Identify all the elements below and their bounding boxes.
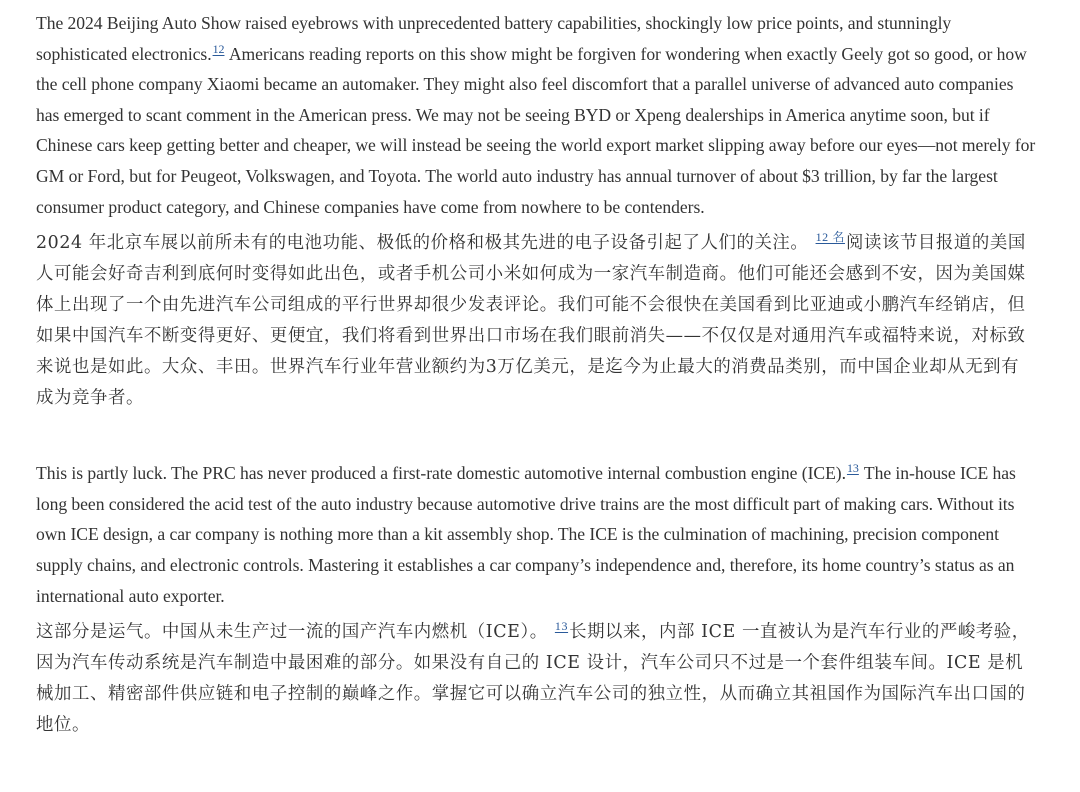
paragraph-1-english <box>36 8 1036 222</box>
paragraph-1-chinese <box>36 228 1036 414</box>
paragraph-1-english-text-start: The 2024 Beijing Auto Show raised eyebrows with unprecedented battery capabilities, shockingly low price points, and stunningly sophisticated electronics. <box>36 13 952 64</box>
paragraph-2-english <box>36 458 1036 611</box>
article-body <box>36 8 1036 741</box>
paragraph-2-english-text-end: The in-house ICE has long been considered the acid test of the auto industry because automotive drive trains are the most difficult part of making cars. Without its own ICE design, a car company is nothing more than a kit assembly shop. The ICE is the culmination of machining, precision component supply chains, and electronic controls. Mastering it establishes a car company’s independence and, therefore, its home country’s status as an international auto exporter. <box>36 463 1016 606</box>
paragraph-2-chinese-text-end: 长期以来，内部 ICE 一直被认为是汽车行业的严峻考验，因为汽车传动系统是汽车制造中最困难的部分。如果没有自己的 ICE 设计，汽车公司只不过是一个套件组装车间。ICE 是机械加工、精密部件供应链和电子控制的巅峰之作。掌握它可以确立汽车公司的独立性，从而确立其祖国作为国际汽车出口国的地位。 <box>36 622 1030 736</box>
paragraph-1-chinese-text-end: 阅读该节目报道的美国人可能会好奇吉利到底何时变得如此出色，或者手机公司小米如何成为一家汽车制造商。他们可能还会感到不安，因为美国媒体上出现了一个由先进汽车公司组成的平行世界却很少发表评论。我们可能不会很快在美国看到比亚迪或小鹏汽车经销店，但如果中国汽车不断变得更好、更便宜，我们将看到世界出口市场在我们眼前消失——不仅仅是对通用汽车或福特来说，对标致来说也是如此。大众、丰田。世界汽车行业年营业额约为3万亿美元，是迄今为止最大的消费品类别，而中国企业却从无到有成为竞争者。 <box>36 233 1026 409</box>
footnote-link-12[interactable]: 12 <box>212 41 225 56</box>
paragraph-1-english-text-end: Americans reading reports on this show might be forgiven for wondering when exactly Geely got so good, or how the cell phone company Xiaomi became an automaker. They might also feel discomfort that a parallel universe of advanced auto companies has emerged to scant comment in the American press. We may not be seeing BYD or Xpeng dealerships in America anytime soon, but if Chinese cars keep getting better and cheaper, we will instead be seeing the world export market slipping away before our eyes—not merely for GM or Ford, but for Peugeot, Volkswagen, and Toyota. The world auto industry has annual turnover of about $3 trillion, by far the largest consumer product category, and Chinese companies have come from nowhere to be contenders. <box>36 43 1036 217</box>
footnote-link-13[interactable]: 13 <box>846 461 859 476</box>
paragraph-1-chinese-text-start: 2024 年北京车展以前所未有的电池功能、极低的价格和极其先进的电子设备引起了人们的关注。 <box>36 233 809 254</box>
footnote-link-13-chinese[interactable]: 13 <box>554 619 569 634</box>
paragraph-2-english-text-start: This is partly luck. The PRC has never produced a first-rate domestic automotive internal combustion engine (ICE). <box>36 463 846 484</box>
paragraph-2-chinese-text-start: 这部分是运气。中国从未生产过一流的国产汽车内燃机（ICE）。 <box>36 622 548 643</box>
footnote-link-12-chinese[interactable]: 12 名 <box>815 230 845 245</box>
paragraph-2-chinese <box>36 617 1036 741</box>
